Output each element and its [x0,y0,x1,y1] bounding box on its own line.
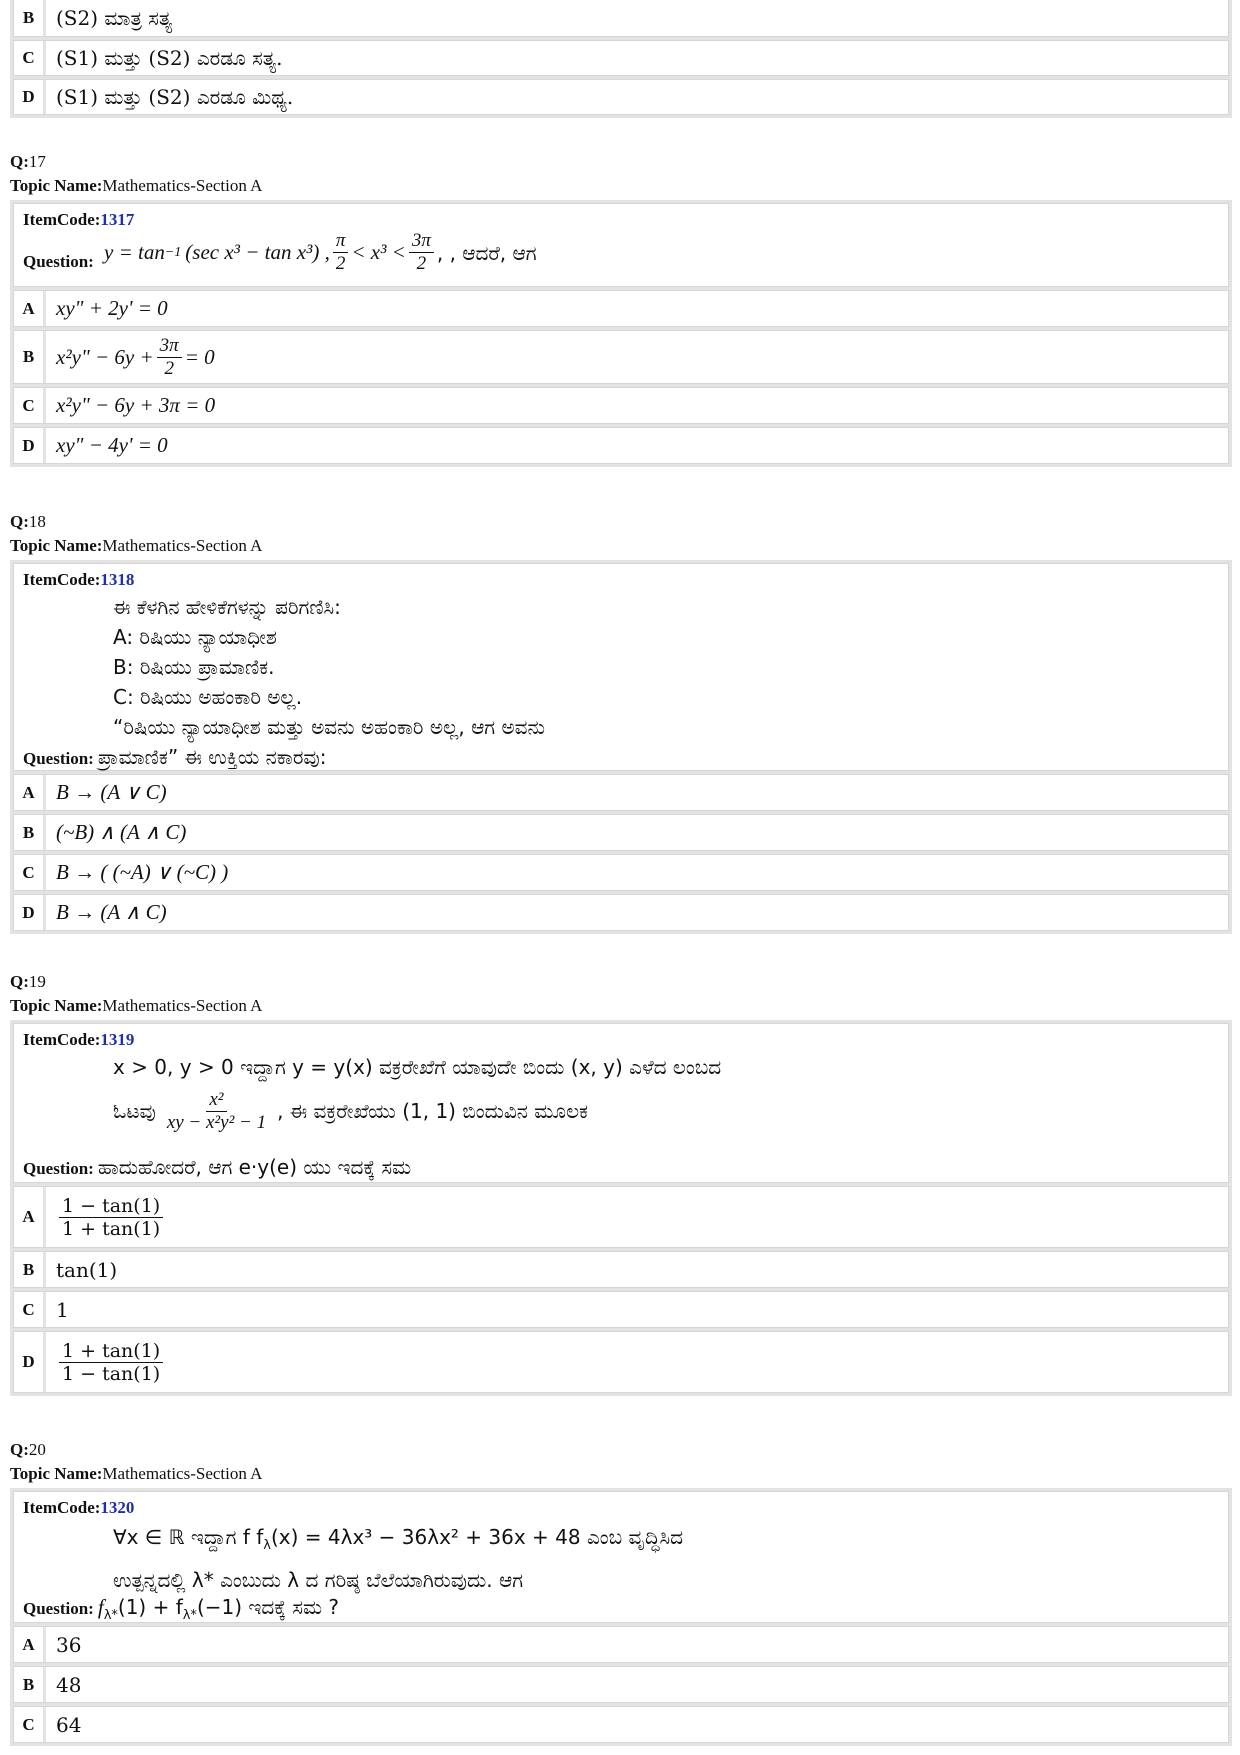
option-letter: D [14,80,46,114]
question-number: 17 [28,152,46,171]
question-header: Q:19 Topic Name:Mathematics-Section A [10,972,263,1015]
option-row[interactable]: A xy" + 2y' = 0 [13,290,1229,327]
option-row[interactable]: C B → ( (~A) ∨ (~C) ) [13,854,1229,891]
option-text: (S1) ಮತ್ತು (S2) ಎರಡೂ ಸತ್ಯ. [56,46,283,70]
question-card: ItemCode:1318 ಈ ಕೆಳಗಿನ ಹೇಳಿಕೆಗಳನ್ನು ಪರಿಗಣಿಸಿ: A: ರಿಷಿಯು ನ್ಯಾಯಾಧೀಶ B: ರಿಷಿಯು ಪ್ರಾಮಾಣಿಕ. C: ರಿಷಿಯು ಅಹಂಕಾರಿ ಅಲ್ಲ. “ರಿಷಿಯು ನ್ಯಾಯಾಧೀಶ ಮತ್ತು ಅವನು ಅಹಂಕಾರಿ ಅಲ್ಲ, ಆಗ ಅವನು Question: ಪ್ರಾಮಾಣಿಕ” ಈ ಉಕ್ತಿಯ ನಕಾರವು: [13,563,1229,771]
option-row[interactable]: A B → (A ∨ C) [13,774,1229,811]
option-row[interactable]: B (~B) ∧ (A ∧ C) [13,814,1229,851]
question-header: Q:20 Topic Name:Mathematics-Section A [10,1440,263,1483]
topic-name: Mathematics-Section A [102,176,263,195]
option-row[interactable]: D xy" − 4y' = 0 [13,427,1229,464]
question-card: ItemCode:1320 ∀x ∈ ℝ ಇದ್ದಾಗ f $f_\lambda(x) = 4\lambda x^3 - 36\lambda x^2 + 36x + 48$ ಎಂಬ ವೃದ್ಧಿಸಿದ ಉತ್ಪನ್ನದಲ್ಲಿ λ* ಎಂಬುದು λ ದ ಗರಿಷ್ಠ ಬೆಲೆಯಾಗಿರುವುದು. ಆಗ Question: $f_{\lambda*}(1) + f_{\lambda*}(-1)$ ಇದಕ್ಕೆ ಸಮ ? [13,1491,1229,1623]
item-code: ItemCode:1317 [23,210,135,229]
question-header: Q:18 Topic Name:Mathematics-Section A [10,512,263,555]
option-row[interactable] [13,0,1229,37]
question-text: ∀x ∈ ℝ ಇದ್ದಾಗ f $f_\lambda(x) = 4\lambda x^3 - 36\lambda x^2 + 36x + 48$ ಎಂಬ ವೃದ್ಧಿಸಿದ ಉತ್ಪನ್ನದಲ್ಲಿ λ* ಎಂಬುದು λ ದ ಗರಿಷ್ಠ ಬೆಲೆಯಾಗಿರುವುದು. ಆಗ [113,1525,684,1592]
option-row[interactable]: A $\frac{1 - \tan(1)}{1 + \tan(1)}$ [13,1186,1229,1248]
question-label: Question: [23,1159,94,1178]
option-row[interactable]: B x²y" − 6y + $\frac{3\pi}{2}$ = 0 [13,330,1229,384]
option-row[interactable]: D $\frac{1 + \tan(1)}{1 - \tan(1)}$ [13,1331,1229,1393]
question-block [10,1488,1232,1746]
question-card: ItemCode:1319 x > 0, y > 0 ಇದ್ದಾಗ y = y(x) ವಕ್ರರೇಖೆಗೆ ಯಾವುದೇ ಬಿಂದು (x, y) ಎಳೆದ ಲಂಬದ ಓಟವು $\frac{\text{x²}}{\text{xy − x²y² − 1}}$ , ಈ ವಕ್ರರೇಖೆಯು (1, 1) ಬಿಂದುವಿನ ಮೂಲಕ Question: ಹಾದುಹೋದರೆ, ಆಗ e·y(e) ಯು ಇದಕ್ಕೆ ಸಮ [13,1023,1229,1183]
question-card [13,203,1229,287]
option-row[interactable]: C 64 [13,1706,1229,1743]
question-text: x > 0, y > 0 ಇದ್ದಾಗ y = y(x) ವಕ್ರರೇಖೆಗೆ ಯಾವುದೇ ಬಿಂದು (x, y) ಎಳೆದ ಲಂಬದ ಓಟವು $\frac{\text{x²}}{\text{xy − x²y² − 1}}$ , ಈ ವಕ್ರರೇಖೆಯು (1, 1) ಬಿಂದುವಿನ ಮೂಲಕ [113,1055,722,1133]
option-row[interactable]: B tan(1) [13,1251,1229,1288]
question-block [10,200,1232,467]
question-label: Question: [23,252,94,271]
option-row[interactable]: A 36 [13,1626,1229,1663]
option-text: (S1) ಮತ್ತು (S2) ಎರಡೂ ಮಿಥ್ಯ. [56,85,294,109]
question-block [10,560,1232,934]
question-block [10,1020,1232,1396]
option-row[interactable] [13,40,1229,76]
question-header [10,150,262,198]
option-row[interactable]: D B → (A ∧ C) [13,894,1229,931]
topic-prefix: Topic Name: [10,176,103,195]
q-prefix: Q: [10,152,29,171]
question-label: Question: [23,1599,94,1618]
question-text: y = tan −1 (sec x³ − tan x³) , $\frac{\pi}{2}$ < x³ < $\frac{3\pi}{2}$ , , ಆದರೆ, ಆಗ [104,230,537,274]
question-text: ಈ ಕೆಳಗಿನ ಹೇಳಿಕೆಗಳನ್ನು ಪರಿಗಣಿಸಿ: A: ರಿಷಿಯು ನ್ಯಾಯಾಧೀಶ B: ರಿಷಿಯು ಪ್ರಾಮಾಣಿಕ. C: ರಿಷಿಯು ಅಹಂಕಾರಿ ಅಲ್ಲ. “ರಿಷಿಯು ನ್ಯಾಯಾಧೀಶ ಮತ್ತು ಅವನು ಅಹಂಕಾರಿ ಅಲ್ಲ, ಆಗ ಅವನು [113,595,545,739]
question-label: Question: [23,749,94,768]
option-letter: B [14,0,46,36]
option-letter: C [14,41,46,75]
option-row[interactable] [13,79,1229,115]
option-text: (S2) ಮಾತ್ರ ಸತ್ಯ [56,6,173,30]
prev-options-block [10,0,1232,118]
option-row[interactable]: B 48 [13,1666,1229,1703]
option-row[interactable]: C x²y" − 6y + 3π = 0 [13,387,1229,424]
option-row[interactable]: C 1 [13,1291,1229,1328]
